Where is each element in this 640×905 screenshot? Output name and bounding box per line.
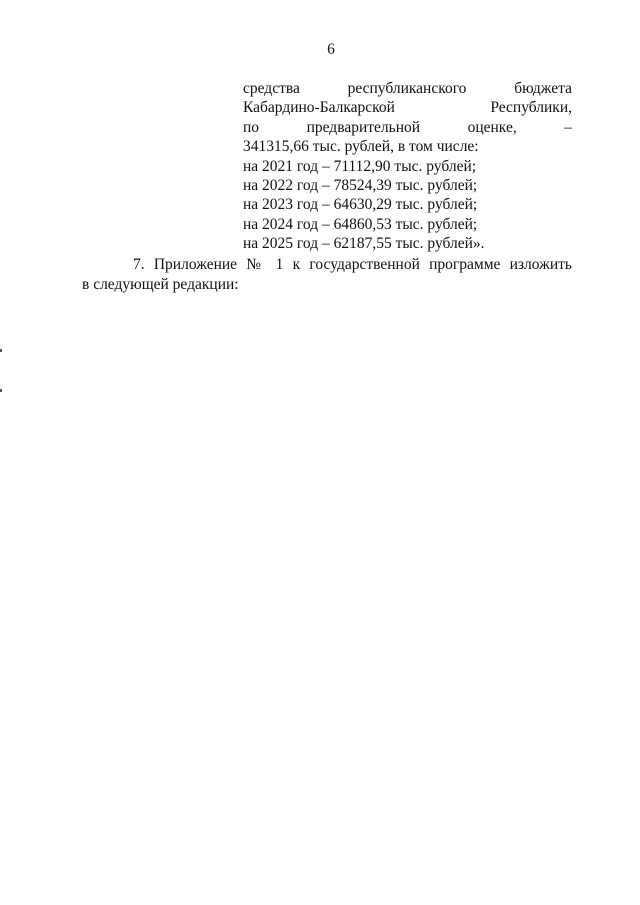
funding-line: по предварительной оценке, – — [243, 118, 572, 136]
funding-total-line: 341315,66 тыс. рублей, в том числе: — [243, 138, 479, 156]
paragraph-7 — [82, 255, 572, 294]
funding-year-line: на 2022 год – 78524,39 тыс. рублей; — [243, 177, 478, 195]
paragraph-7-line: в следующей редакции: — [82, 275, 239, 293]
funding-line: средства республиканского бюджета — [243, 80, 572, 97]
page-number: 6 — [327, 41, 335, 58]
funding-year-line: на 2025 год – 62187,55 тыс. рублей». — [243, 235, 485, 253]
funding-line: Кабардино-Балкарской Республики, — [243, 99, 572, 117]
funding-year-line: на 2024 год – 64860,53 тыс. рублей; — [243, 215, 478, 233]
funding-year-line: на 2021 год – 71112,90 тыс. рублей; — [243, 157, 477, 175]
paragraph-7-line: 7. Приложение № 1 к государственной программе изложить — [133, 256, 572, 273]
scan-artifact — [0, 389, 2, 392]
funding-continuation-block — [243, 79, 572, 254]
funding-year-line: на 2023 год – 64630,29 тыс. рублей; — [243, 196, 478, 214]
scan-artifact — [0, 349, 2, 352]
